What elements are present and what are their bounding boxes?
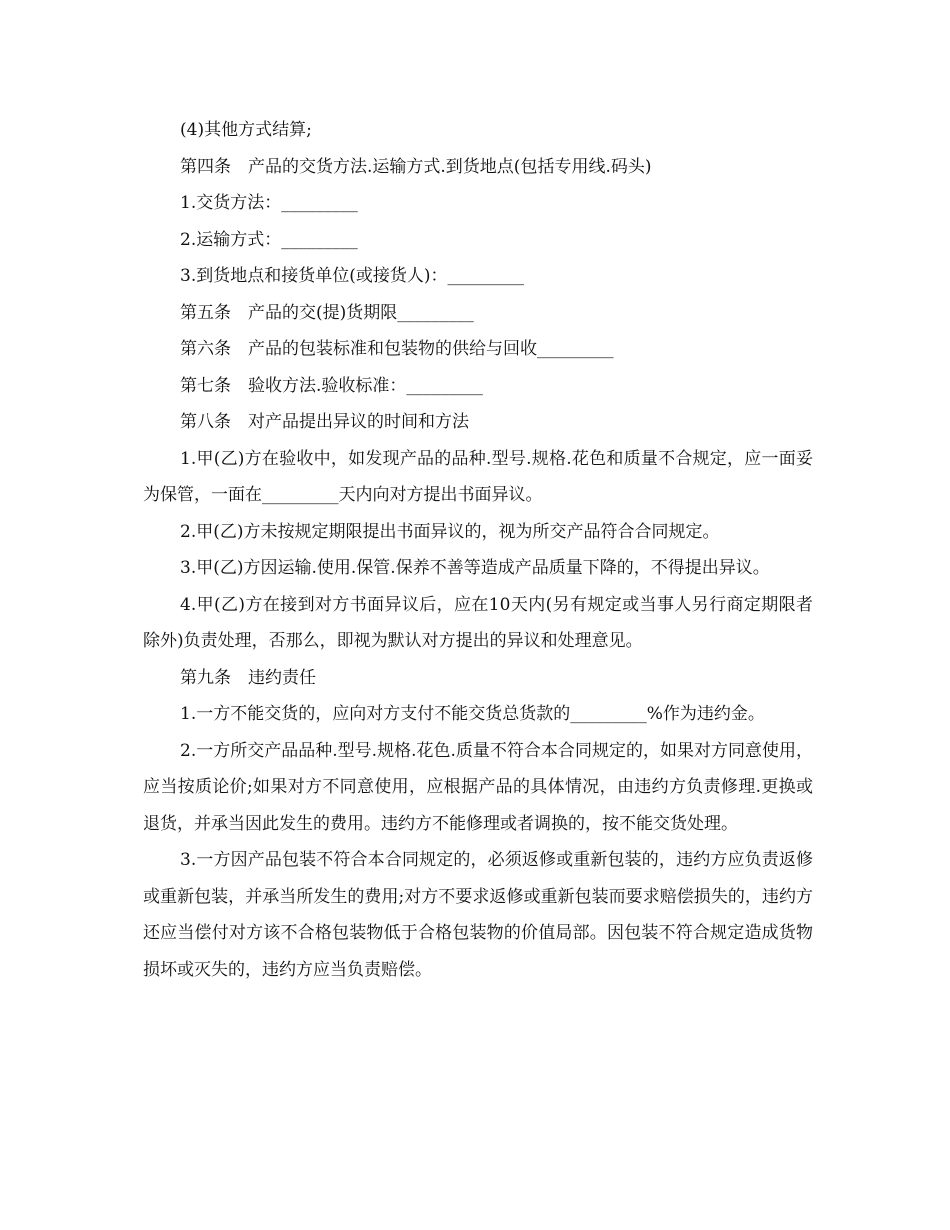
- paragraph-settlement-other: (4)其他方式结算;: [180, 120, 312, 140]
- article-8-item-3: 3.甲(乙)方因运输.使用.保管.保养不善等造成产品质量下降的，不得提出异议。: [180, 558, 770, 578]
- article-6-heading: 第六条 产品的包装标准和包装物的供给与回收_________: [180, 339, 614, 359]
- article-9-item-1: 1.一方不能交货的，应向对方支付不能交货总货款的_________%作为违约金。: [180, 704, 765, 724]
- article-9-item-2: 2.一方所交产品品种.型号.规格.花色.质量不符合本合同规定的，如果对方同意使用，应当按质论价;如果对方不同意使用，应根据产品的具体情况，由违约方负责修理.更换或退货，并承当因此发生的费用。违约方不能修理或者调换的，按不能交货处理。: [143, 740, 813, 834]
- article-4-item-1: 1.交货方法：_________: [180, 193, 358, 213]
- article-8-item-4: 4.甲(乙)方在接到对方书面异议后，应在10天内(另有规定或当事人另行商定期限者除外)负责处理，否那么，即视为默认对方提出的异议和处理意见。: [143, 594, 813, 651]
- article-5-heading: 第五条 产品的交(提)货期限_________: [180, 302, 474, 323]
- article-4-heading: 第四条 产品的交货方法.运输方式.到货地点(包括专用线.码头): [180, 156, 652, 177]
- article-8-heading: 第八条 对产品提出异议的时间和方法: [180, 412, 469, 432]
- article-4-item-2: 2.运输方式：_________: [180, 229, 358, 250]
- article-4-item-3: 3.到货地点和接货单位(或接货人)：_________: [180, 266, 524, 286]
- article-9-item-3: 3.一方因产品包装不符合本合同规定的，必须返修或重新包装的，违约方应负责返修或重新包装，并承当所发生的费用;对方不要求返修或重新包装而要求赔偿损失的，违约方还应当偿付对方该不合格包装物低于合格包装物的价值局部。因包装不符合规定造成货物损坏或灭失的，违约方应当负责赔偿。: [143, 850, 813, 980]
- document-body: [143, 112, 813, 988]
- article-8-item-1: 1.甲(乙)方在验收中，如发现产品的品种.型号.规格.花色和质量不合规定，应一面妥为保管，一面在_________天内向对方提出书面异议。: [143, 448, 813, 505]
- article-7-heading: 第七条 验收方法.验收标准：_________: [180, 375, 483, 396]
- article-8-item-2: 2.甲(乙)方未按规定期限提出书面异议的，视为所交产品符合合同规定。: [180, 521, 720, 542]
- article-9-heading: 第九条 违约责任: [180, 667, 316, 688]
